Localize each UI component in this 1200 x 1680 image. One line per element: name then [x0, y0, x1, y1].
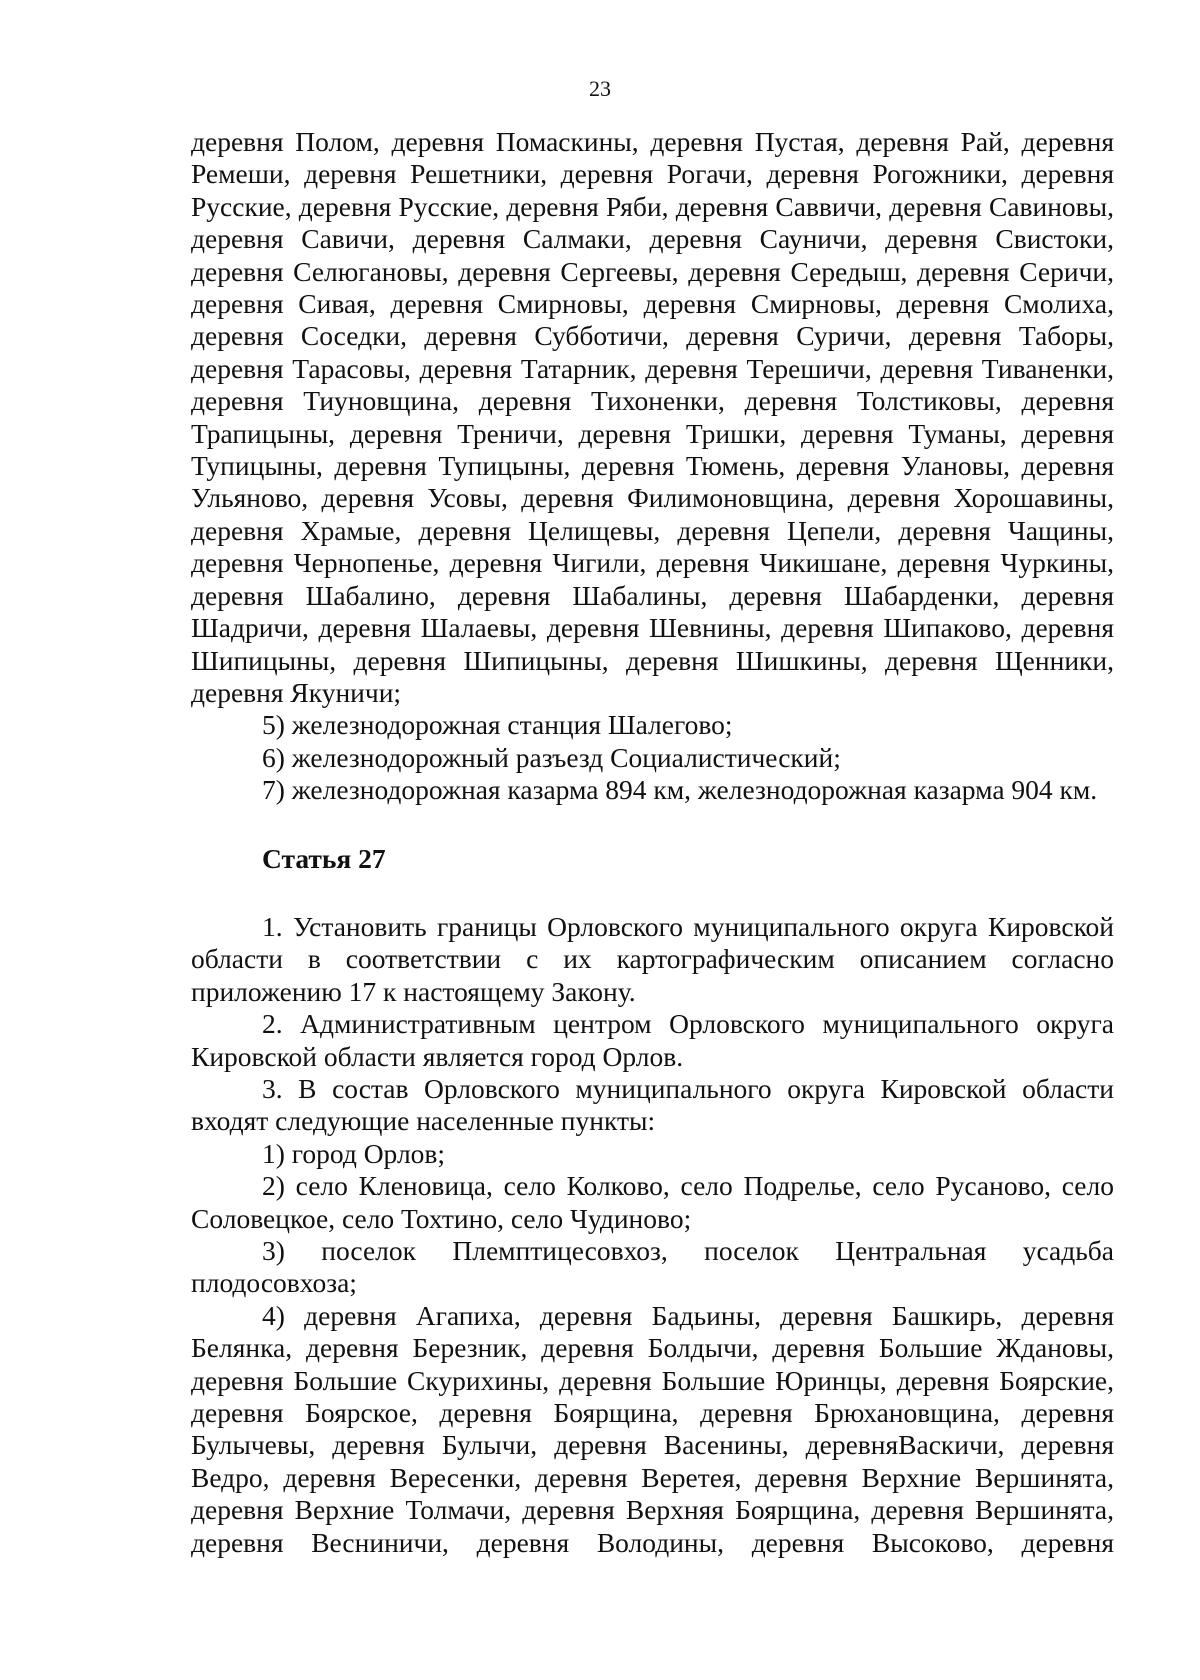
article-heading: Статья 27 — [262, 842, 386, 874]
page-number: 23 — [589, 76, 611, 101]
paragraph-article-3-item-1: 1) город Орлов; — [262, 1137, 446, 1169]
paragraph-item-5: 5) железнодорожная станция Шалегово; — [262, 709, 733, 741]
paragraph-article-1: 1. Установить границы Орловского муниципального округа Кировской области в соответствии с их картографическим описанием согласно приложению 17 к настоящему Закону. — [191, 910, 1114, 1007]
paragraph-item-6: 6) железнодорожный разъезд Социалистический; — [262, 741, 841, 773]
paragraph-article-3-item-2: 2) село Кленовица, село Колково, село Подрелье, село Русаново, село Соловецкое, село Тохтино, село Чудиново; — [191, 1170, 1114, 1234]
paragraph-article-3-item-4: 4) деревня Агапиха, деревня Бадьины, деревня Башкирь, деревня Белянка, деревня Березник, деревня Болдычи, деревня Большие Ждановы, деревня Большие Скурихины, деревня Большие Юринцы, деревня Боярские, деревня Боярское, деревня Боярщина, деревня Брюхановщина, деревня Булычевы, деревня Булычи, деревня Васенины, деревняВаскичи, деревня Ведро, деревня Вересенки, деревня Веретея, деревня Верхние Вершинята, деревня Верхние Толмачи, деревня Верхняя Боярщина, деревня Вершинята, деревня Весниничи, деревня Володины, деревня Высоково, деревня — [191, 1299, 1114, 1558]
paragraph-settlements-list: деревня Полом, деревня Помаскины, деревня Пустая, деревня Рай, деревня Ремеши, деревня Решетники, деревня Рогачи, деревня Рогожники, деревня Русские, деревня Русские, деревня Ряби, деревня Саввичи, деревня Савиновы, деревня Савичи, деревня Салмаки, деревня Сауничи, деревня Свистоки, деревня Селюгановы, деревня Сергеевы, деревня Середыш, деревня Серичи, деревня Сивая, деревня Смирновы, деревня Смирновы, деревня Смолиха, деревня Соседки, деревня Субботичи, деревня Суричи, деревня Таборы, деревня Тарасовы, деревня Татарник, деревня Терешичи, деревня Тиваненки, деревня Тиуновщина, деревня Тихоненки, деревня Толстиковы, деревня Трапицыны, деревня Треничи, деревня Тришки, деревня Туманы, деревня Тупицыны, деревня Тупицыны, деревня Тюмень, деревня Улановы, деревня Ульяново, деревня Усовы, деревня Филимоновщина, деревня Хорошавины, деревня Храмые, деревня Целищевы, деревня Цепели, деревня Чащины, деревня Чернопенье, деревня Чигили, деревня Чикишане, деревня Чуркины, деревня Шабалино, деревня Шабалины, деревня Шабарденки, деревня Шадричи, деревня Шалаевы, деревня Шевнины, деревня Шипаково, деревня Шипицыны, деревня Шипицыны, деревня Шишкины, деревня Щенники, деревня Якуничи; — [191, 126, 1114, 708]
paragraph-item-7: 7) железнодорожная казарма 894 км, железнодорожная казарма 904 км. — [262, 774, 1098, 806]
paragraph-article-2: 2. Административным центром Орловского муниципального округа Кировской области является город Орлов. — [191, 1008, 1114, 1072]
paragraph-article-3-item-3: 3) поселок Племптицесовхоз, поселок Центральная усадьба плодосовхоза; — [191, 1235, 1114, 1299]
document-body — [191, 126, 1114, 1559]
paragraph-article-3: 3. В состав Орловского муниципального округа Кировской области входят следующие населенные пункты: — [191, 1072, 1114, 1137]
